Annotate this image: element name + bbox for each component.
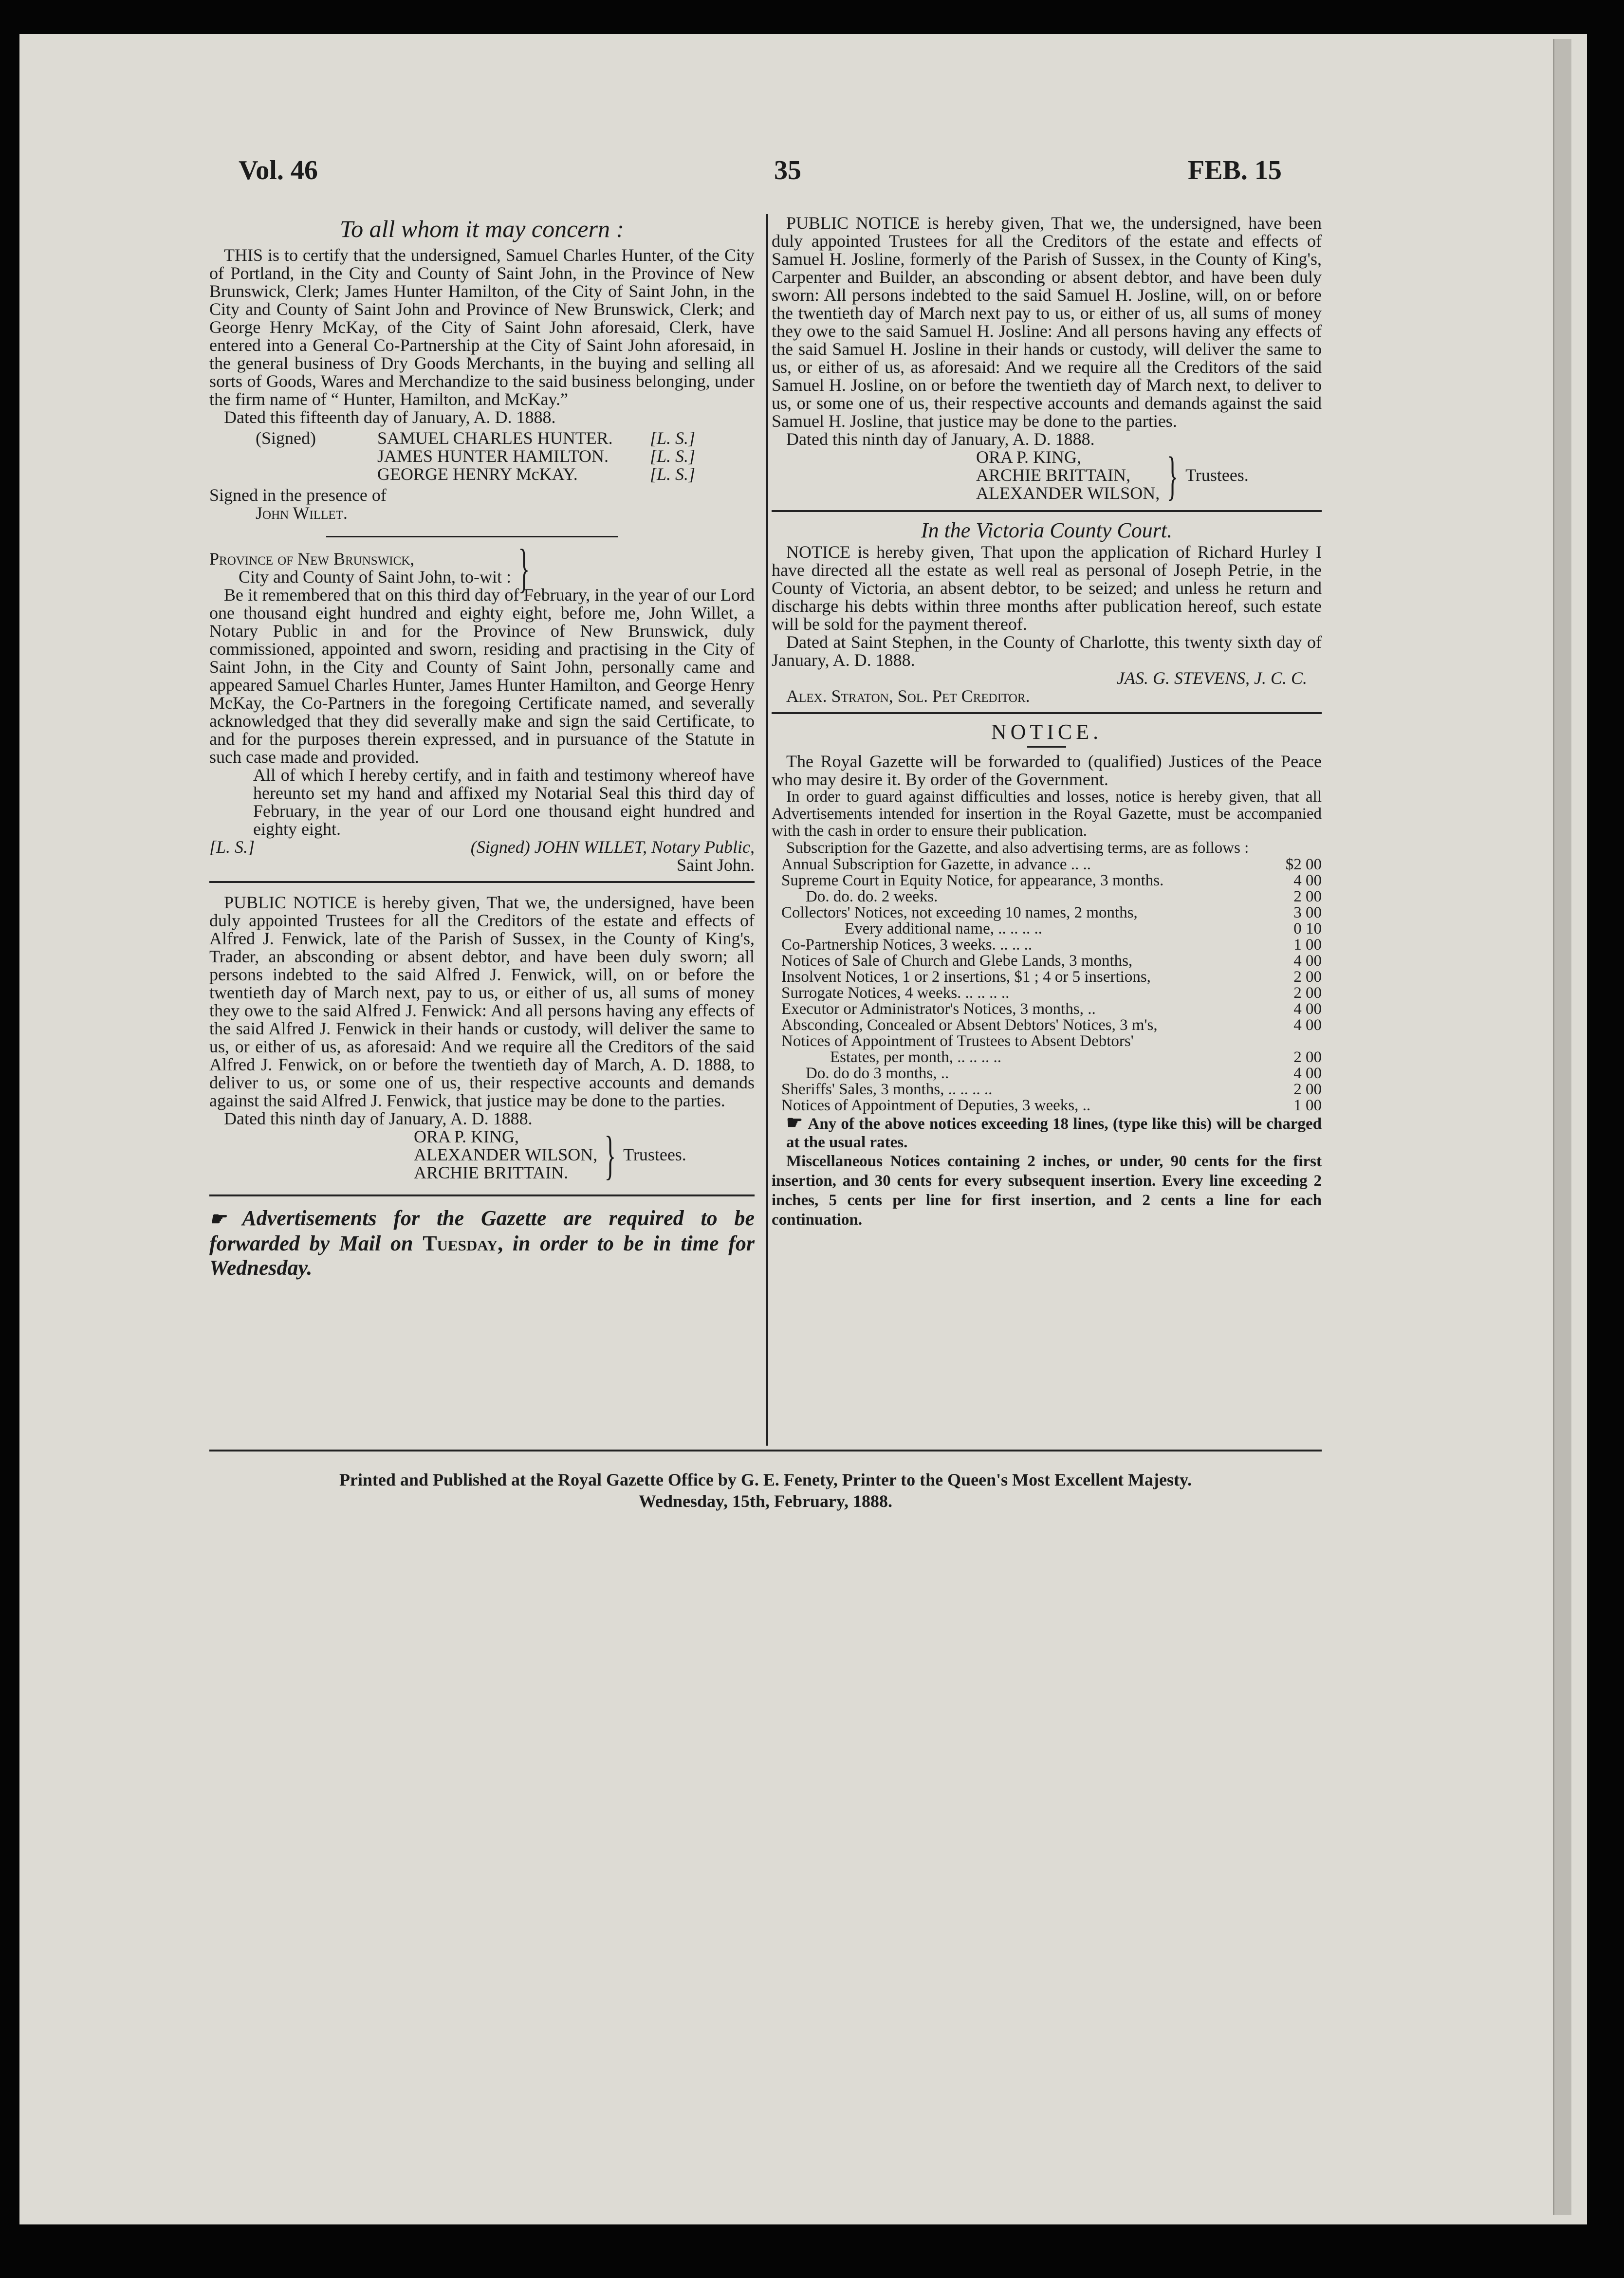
rate-row xyxy=(772,857,1322,873)
josline-notice-dated: Dated this ninth day of January, A. D. 1888. xyxy=(786,429,1095,449)
advertisement-text-b: in order to be in time for Wednesday. xyxy=(209,1231,755,1280)
miscellaneous-rates-text: Miscellaneous Notices containing 2 inches, or under, 90 cents for the first insertion, and 30 cents for every subsequent insertion. Every line exceeding 2 inches, 5 cents per line for first insertion, and 2 cents a line for each continuation. xyxy=(772,1153,1322,1229)
notary-place: Saint John. xyxy=(676,855,755,875)
rate-row xyxy=(772,969,1322,985)
trustee-name: ARCHIE BRITTAIN, xyxy=(976,465,1131,485)
notice-title-concern: To all whom it may concern : xyxy=(339,215,625,242)
trustee-names xyxy=(976,448,1160,502)
issue-date: FEB. 15 xyxy=(1188,155,1282,185)
cash-advance-text: In order to guard against difficulties and losses, notice is hereby given, that all Advertisements intended for insertion in the Royal Gazette, must be accompanied with the cash in order to ensure their publication. xyxy=(772,788,1322,840)
title-rule xyxy=(1027,746,1066,748)
rates-table xyxy=(772,857,1322,1114)
rate-row xyxy=(772,921,1322,937)
court-notice-dated: Dated at Saint Stephen, in the County of Charlotte, this twenty sixth day of January, A. D. 1888. xyxy=(772,632,1322,670)
rate-label: Supreme Court in Equity Notice, for appearance, 3 months. xyxy=(781,872,1164,889)
signature-mckay: GEORGE HENRY McKAY. xyxy=(377,464,578,484)
pointing-hand-icon: ☛ xyxy=(786,1113,808,1133)
rates-notice-title: NOTICE. xyxy=(991,720,1103,744)
trustee-name: ALEXANDER WILSON, xyxy=(414,1145,598,1164)
rate-price: 4 00 xyxy=(1293,1016,1322,1034)
notary-signature xyxy=(209,838,755,856)
seal-mark: [L. S.] xyxy=(650,446,696,466)
imprint xyxy=(209,1469,1322,1512)
section-rule xyxy=(772,712,1322,714)
rate-label: Every additional name, .. .. .. .. xyxy=(845,920,1042,937)
rate-price: 4 00 xyxy=(1293,952,1322,970)
rate-label: Notices of Appointment of Deputies, 3 weeks, .. xyxy=(781,1097,1091,1114)
signature-names xyxy=(377,429,650,483)
pointing-hand-icon: ☛ xyxy=(209,1209,242,1230)
advertisement-deadline xyxy=(209,1206,755,1280)
volume-number: Vol. 46 xyxy=(239,155,318,185)
notary-attestation: All of which I hereby certify, and in faith and testimony whereof have hereunto set my hand and affixed my Notarial Seal this third day of February, in the year of our Lord one thousand eight hundred and eighty eight. xyxy=(253,765,755,839)
rate-price: 0 10 xyxy=(1293,920,1322,937)
rate-price: 2 00 xyxy=(1293,984,1322,1002)
long-notice-rule xyxy=(772,1114,1322,1152)
notary-certificate-text: Be it remembered that on this third day of February, in the year of our Lord one thousand eight hundred and eighty eight, before me, John Willet, a Notary Public in and for the Province of New Brunswick, duly commissioned, appointed and sworn, residing and practising in the City of Saint John, in the City and County of Saint John, personally came and appeared Samuel Charles Hunter, James Hunter Hamilton, and George Henry McKay, the Co-Partners in the foregoing Certificate named, and severally acknowledged that they did severally make and sign the said Certificate, to and for the purposes therein expressed, and in pursuance of the Statute in such case made and provided. xyxy=(209,585,755,767)
rate-price: $2 00 xyxy=(1285,856,1322,873)
footer-rule xyxy=(209,1450,1322,1451)
trustees-label: Trustees. xyxy=(623,1145,686,1164)
seal-marks xyxy=(650,429,695,483)
trustee-names xyxy=(414,1128,597,1182)
rate-label: Collectors' Notices, not exceeding 10 names, 2 months, xyxy=(781,904,1138,921)
page-number: 35 xyxy=(774,155,801,185)
solicitor-line: Alex. Straton, Sol. Pet Creditor. xyxy=(786,686,1030,706)
notary-venue xyxy=(209,538,755,598)
notary-seal-mark: [L. S.] xyxy=(209,837,255,857)
rate-row xyxy=(772,889,1322,905)
fenwick-notice-text: PUBLIC NOTICE is hereby given, That we, the undersigned, have been duly appointed Trustees for all the Creditors of the estate and effects of Alfred J. Fenwick, late of the Parish of Sussex, in the County of King's, Trader, an absconding or absent debtor, and have been duly sworn; all persons indebted to the said Alfred J. Fenwick, will, on or before the twentieth day of March next, pay to us, or either of us, all sums of money they owe to the said Alfred J. Fenwick: And all persons having any effects of the said Alfred J. Fenwick in their hands or custody, will deliver the same to us, or either of us, as aforesaid: And we require all the Creditors of the said Alfred J. Fenwick, on or before the twentieth day of March, A. D. 1888, to deliver to us, or some one of us, their respective accounts and demands against the said Alfred J. Fenwick, that justice may be done to the parties. xyxy=(209,893,755,1110)
advertisement-text-a: Advertisements for the Gazette are required to be forwarded by Mail on xyxy=(209,1206,755,1255)
rate-row xyxy=(772,1001,1322,1017)
section-rule xyxy=(326,536,618,537)
trustee-name: ARCHIE BRITTAIN. xyxy=(414,1163,569,1182)
rate-row xyxy=(772,1066,1322,1082)
rate-label: Executor or Administrator's Notices, 3 months, .. xyxy=(781,1000,1096,1018)
rate-price: 4 00 xyxy=(1293,1065,1322,1082)
rate-label: Do. do do 3 months, .. xyxy=(806,1065,949,1082)
rate-price: 1 00 xyxy=(1293,1097,1322,1114)
partnership-certificate-text: THIS is to certify that the undersigned, Samuel Charles Hunter, of the City of Portland, in the City and County of Saint John, in the Province of New Brunswick, Clerk; James Hunter Hamilton, of the City of Saint John, in the City and County of Saint John and Province of New Brunswick, Clerk; and George Henry McKay, of the City of Saint John aforesaid, Clerk, have entered into a General Co-Partnership at the City of Saint John aforesaid, in the general business of Dry Goods Merchants, in the buying and selling all sorts of Goods, Wares and Merchandize to the said business belonging, under the firm name of “ Hunter, Hamilton, and McKay.” xyxy=(209,245,755,409)
signature-hamilton: JAMES HUNTER HAMILTON. xyxy=(377,446,609,466)
trustee-name: ORA P. KING, xyxy=(414,1127,519,1146)
column-divider xyxy=(766,214,768,1446)
partnership-dated: Dated this fifteenth day of January, A. D. 1888. xyxy=(224,407,556,427)
rate-row xyxy=(772,953,1322,969)
rate-price: 2 00 xyxy=(1293,888,1322,905)
long-notice-text: Any of the above notices exceeding 18 lines, (type like this) will be charged at the usual rates. xyxy=(786,1115,1322,1151)
rate-row xyxy=(772,1098,1322,1114)
rate-label: Annual Subscription for Gazette, in advance .. .. xyxy=(781,856,1091,873)
trustees-label: Trustees. xyxy=(1185,465,1249,485)
page-edge xyxy=(1553,39,1571,2215)
rate-row xyxy=(772,937,1322,953)
rate-price: 2 00 xyxy=(1293,1048,1322,1066)
seal-mark: [L. S.] xyxy=(650,428,696,448)
left-column xyxy=(209,214,755,1280)
rate-price: 4 00 xyxy=(1293,1000,1322,1018)
rate-label: Absconding, Concealed or Absent Debtors' Notices, 3 m's, xyxy=(781,1016,1158,1034)
rate-price: 3 00 xyxy=(1293,904,1322,921)
witness-name: John Willet. xyxy=(256,503,348,523)
rate-price: 1 00 xyxy=(1293,936,1322,954)
rate-row xyxy=(772,1082,1322,1098)
rate-row xyxy=(772,873,1322,889)
rate-row xyxy=(772,1049,1322,1066)
fenwick-notice-dated: Dated this ninth day of January, A. D. 1888. xyxy=(224,1109,533,1128)
rate-price: 2 00 xyxy=(1293,968,1322,986)
rate-label: Notices of Sale of Church and Glebe Lands, 3 months, xyxy=(781,952,1133,970)
josline-notice-text: PUBLIC NOTICE is hereby given, That we, the undersigned, have been duly appointed Trustees for all the Creditors of the estate and effects of Samuel H. Josline, formerly of the Parish of Sussex, in the County of King's, Carpenter and Builder, an absconding or absent debtor, and have been duly sworn: All persons indebted to the said Samuel H. Josline, will, on or before the twentieth day of March next pay to us, or either of us, all sums of money they owe to the said Samuel H. Josline: And all persons having any effects of the said Samuel H. Josline in their hands or custody, will deliver the same to us, or either of us, as aforesaid: And we require all the Creditors of the said Samuel H. Josline, on or before the twentieth day of March next, to deliver to us, or some one of us, their respective accounts and demands against the said Samuel H. Josline, that justice may be done to the parties. xyxy=(772,213,1322,431)
judge-signature: JAS. G. STEVENS, J. C. C. xyxy=(1117,668,1307,688)
court-notice-text: NOTICE is hereby given, That upon the application of Richard Hurley I have directed all the estate as well real as personal of Joseph Petrie, in the County of Victoria, an absent debtor, to be seized; and unless he return and discharge his debts within three months after publication hereof, such estate will be sold for the payment thereof. xyxy=(772,542,1322,634)
rate-price: 4 00 xyxy=(1293,872,1322,889)
rate-price xyxy=(1278,1033,1322,1049)
seal-mark: [L. S.] xyxy=(650,464,696,484)
province-line: Province of New Brunswick, xyxy=(209,549,415,569)
signed-presence: Signed in the presence of xyxy=(209,485,387,505)
section-rule xyxy=(772,510,1322,512)
trustee-name: ALEXANDER WILSON, xyxy=(976,483,1160,503)
imprint-printer: Printed and Published at the Royal Gazette Office by G. E. Fenety, Printer to the Queen's Most Excellent Majesty. xyxy=(339,1470,1192,1489)
partnership-signatures xyxy=(209,429,755,483)
city-line: City and County of Saint John, to-wit : xyxy=(239,567,512,587)
signature-hunter: SAMUEL CHARLES HUNTER. xyxy=(377,428,613,448)
imprint-date: Wednesday, 15th, February, 1888. xyxy=(638,1491,893,1511)
gazette-forwarding-text: The Royal Gazette will be forwarded to (qualified) Justices of the Peace who may desire it. By order of the Government. xyxy=(772,752,1322,789)
rate-row xyxy=(772,985,1322,1001)
rate-label: Do. do. do. 2 weeks. xyxy=(806,888,938,905)
trustee-name: ORA P. KING, xyxy=(976,447,1082,467)
josline-trustees xyxy=(772,445,1322,505)
rate-label: Co-Partnership Notices, 3 weeks. .. .. .. xyxy=(781,936,1033,954)
advertisement-day: Tuesday, xyxy=(423,1231,503,1255)
rate-label: Sheriffs' Sales, 3 months, .. .. .. .. xyxy=(781,1081,993,1098)
brace-icon: } xyxy=(1166,445,1179,505)
signed-label: (Signed) xyxy=(256,428,316,448)
rate-label: Notices of Appointment of Trustees to Absent Debtors' xyxy=(781,1032,1134,1050)
rate-label: Insolvent Notices, 1 or 2 insertions, $1 ; 4 or 5 insertions, xyxy=(781,968,1151,986)
rate-row xyxy=(772,1017,1322,1033)
venue-lines xyxy=(209,550,511,586)
rate-label: Surrogate Notices, 4 weeks. .. .. .. .. xyxy=(781,984,1010,1002)
rate-row xyxy=(772,905,1322,921)
section-rule xyxy=(209,1194,755,1196)
subscription-terms-intro: Subscription for the Gazette, and also advertising terms, are as follows : xyxy=(786,839,1249,857)
right-column xyxy=(772,214,1322,1230)
notary-signature-line: (Signed) JOHN WILLET, Notary Public, xyxy=(470,837,755,857)
fenwick-trustees xyxy=(209,1125,755,1185)
brace-icon: } xyxy=(604,1125,616,1185)
brace-icon: } xyxy=(518,538,530,598)
rate-price: 2 00 xyxy=(1293,1081,1322,1098)
rate-label: Estates, per month, .. .. .. .. xyxy=(830,1048,1001,1066)
rate-row xyxy=(772,1033,1322,1049)
court-title: In the Victoria County Court. xyxy=(921,518,1173,542)
section-rule xyxy=(209,881,755,883)
